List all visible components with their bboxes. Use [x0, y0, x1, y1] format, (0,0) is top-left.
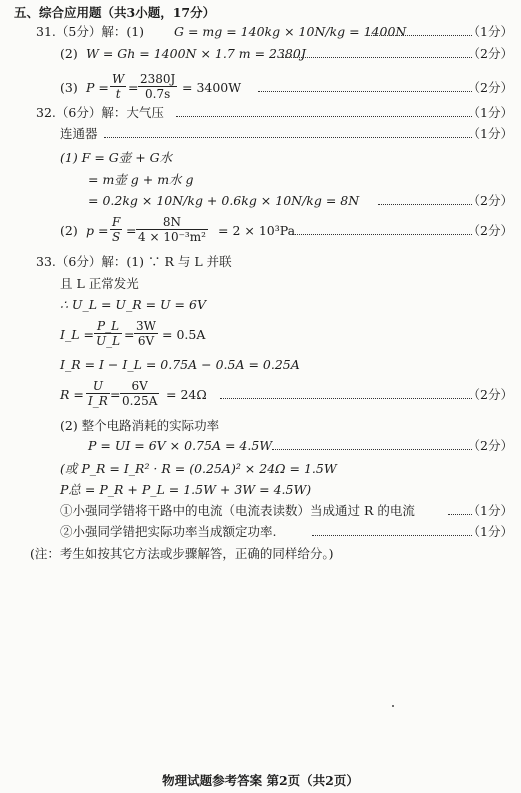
scan-speck — [392, 705, 394, 707]
q33-eq-4-pre: I_L = — [60, 327, 94, 342]
q31-fraction-1 — [110, 72, 126, 101]
q32-eq-3: (1) F = G壶 + G水 — [60, 150, 173, 165]
q33-fraction-3 — [86, 379, 110, 408]
q32-score-5: （2分） — [467, 193, 513, 208]
denominator: I_R — [88, 394, 108, 408]
page-footer: 物理试题参考答案 第2页（共2页） — [162, 773, 359, 788]
q33-text-2: 且 L 正常发光 — [60, 276, 139, 291]
leader-dots — [378, 204, 472, 205]
leader-dots — [176, 116, 472, 117]
q33-line-6 — [0, 378, 521, 412]
q33-line-4 — [0, 318, 521, 352]
q33-text-11: ①小强同学错将干路中的电流（电流表读数）当成通过 R 的电流 — [60, 503, 415, 518]
leader-dots — [292, 234, 472, 235]
q33-eq-9: (或 P_R = I_R² · R = (0.25A)² × 24Ω = 1.5W — [60, 461, 337, 476]
q31-eq-3-pre: P = — [86, 80, 109, 95]
denominator: 0.7s — [145, 87, 171, 101]
q32-score-6: （2分） — [467, 223, 513, 238]
denominator: S — [112, 230, 121, 244]
q31-label-3: (3) — [60, 80, 78, 95]
q31-eq-3-post: = 3400W — [182, 80, 242, 95]
q33-score-8: （2分） — [467, 438, 513, 453]
equals: = — [128, 80, 139, 95]
leader-dots — [258, 91, 472, 92]
q33-eq-3: ∴ U_L = U_R = U = 6V — [60, 297, 206, 312]
q33-text-7: (2) 整个电路消耗的实际功率 — [60, 418, 220, 433]
q33-eq-6-pre: R = — [60, 387, 84, 402]
leader-dots — [312, 535, 472, 536]
q31-score-3: （2分） — [467, 80, 513, 95]
leader-dots — [104, 137, 472, 138]
q33-score-6: （2分） — [467, 387, 513, 402]
q33-fraction-4 — [120, 379, 159, 408]
q33-eq-8: P = UI = 6V × 0.75A = 4.5W — [88, 438, 273, 453]
q32-line-6 — [0, 214, 521, 248]
q31-score-1: （1分） — [467, 24, 513, 39]
q32-head: 32.（6分）解：大气压 — [36, 105, 164, 120]
numerator: 8N — [136, 215, 208, 230]
leader-dots — [272, 449, 472, 450]
q32-eq-6-pre: p = — [86, 223, 109, 238]
q31-line-3 — [0, 72, 521, 104]
q33-fraction-1 — [94, 319, 122, 348]
denominator: U_L — [96, 334, 121, 348]
q33-fraction-2 — [134, 319, 158, 348]
q31-eq-2: W = Gh = 1400N × 1.7 m = 2380J — [86, 46, 306, 61]
q32-label-6: (2) — [60, 223, 78, 238]
q32-fraction-2 — [136, 215, 208, 244]
denominator: 4 × 10⁻³m² — [138, 230, 206, 244]
q32-score-1: （1分） — [467, 105, 513, 120]
q33-score-12: （1分） — [467, 524, 513, 539]
denominator: t — [115, 87, 121, 101]
q32-score-2: （1分） — [467, 126, 513, 141]
q31-score-2: （2分） — [467, 46, 513, 61]
q32-eq-5: = 0.2kg × 10N/kg + 0.6kg × 10N/kg = 8N — [88, 193, 360, 208]
q33-eq-4-post: = 0.5A — [162, 327, 206, 342]
note-text: (注：考生如按其它方法或步骤解答，正确的同样给分。) — [30, 546, 334, 561]
q31-fraction-2 — [138, 72, 177, 101]
leader-dots — [282, 57, 472, 58]
numerator: 6V — [120, 379, 159, 394]
section-title: 五、综合应用题（共3小题，17分） — [14, 5, 216, 20]
q32-text-2: 连通器 — [60, 126, 98, 141]
q32-eq-4: = m壶 g + m水 g — [88, 172, 194, 187]
denominator: 0.25A — [122, 394, 158, 408]
q33-eq-6-post: = 24Ω — [166, 387, 207, 402]
numerator: 3W — [136, 319, 156, 333]
q33-eq-10: P总 = P_R + P_L = 1.5W + 3W = 4.5W) — [60, 482, 312, 497]
leader-dots — [220, 398, 472, 399]
q32-fraction-1 — [110, 215, 122, 244]
q33-score-11: （1分） — [467, 503, 513, 518]
q31-head: 31.（5分）解：(1) — [36, 24, 145, 39]
equals: = — [110, 387, 121, 402]
q33-text-12: ②小强同学错把实际功率当成额定功率. — [60, 524, 277, 539]
equals: = — [124, 327, 135, 342]
numerator: U — [86, 379, 110, 394]
equals: = — [126, 223, 137, 238]
q31-label-2: (2) — [60, 46, 78, 61]
denominator: 6V — [137, 334, 155, 348]
numerator: P_L — [94, 319, 122, 334]
q33-eq-5: I_R = I − I_L = 0.75A − 0.5A = 0.25A — [60, 357, 300, 372]
leader-dots — [366, 35, 472, 36]
q33-head: 33.（6分）解：(1) ∵ R 与 L 并联 — [36, 254, 232, 269]
numerator: W — [112, 72, 125, 86]
numerator: 2380J — [140, 72, 176, 86]
numerator: F — [112, 215, 121, 229]
q31-eq-1: G = mg = 140kg × 10N/kg = 1400N — [174, 24, 407, 39]
q32-eq-6-post: = 2 × 10³Pa — [218, 223, 296, 238]
